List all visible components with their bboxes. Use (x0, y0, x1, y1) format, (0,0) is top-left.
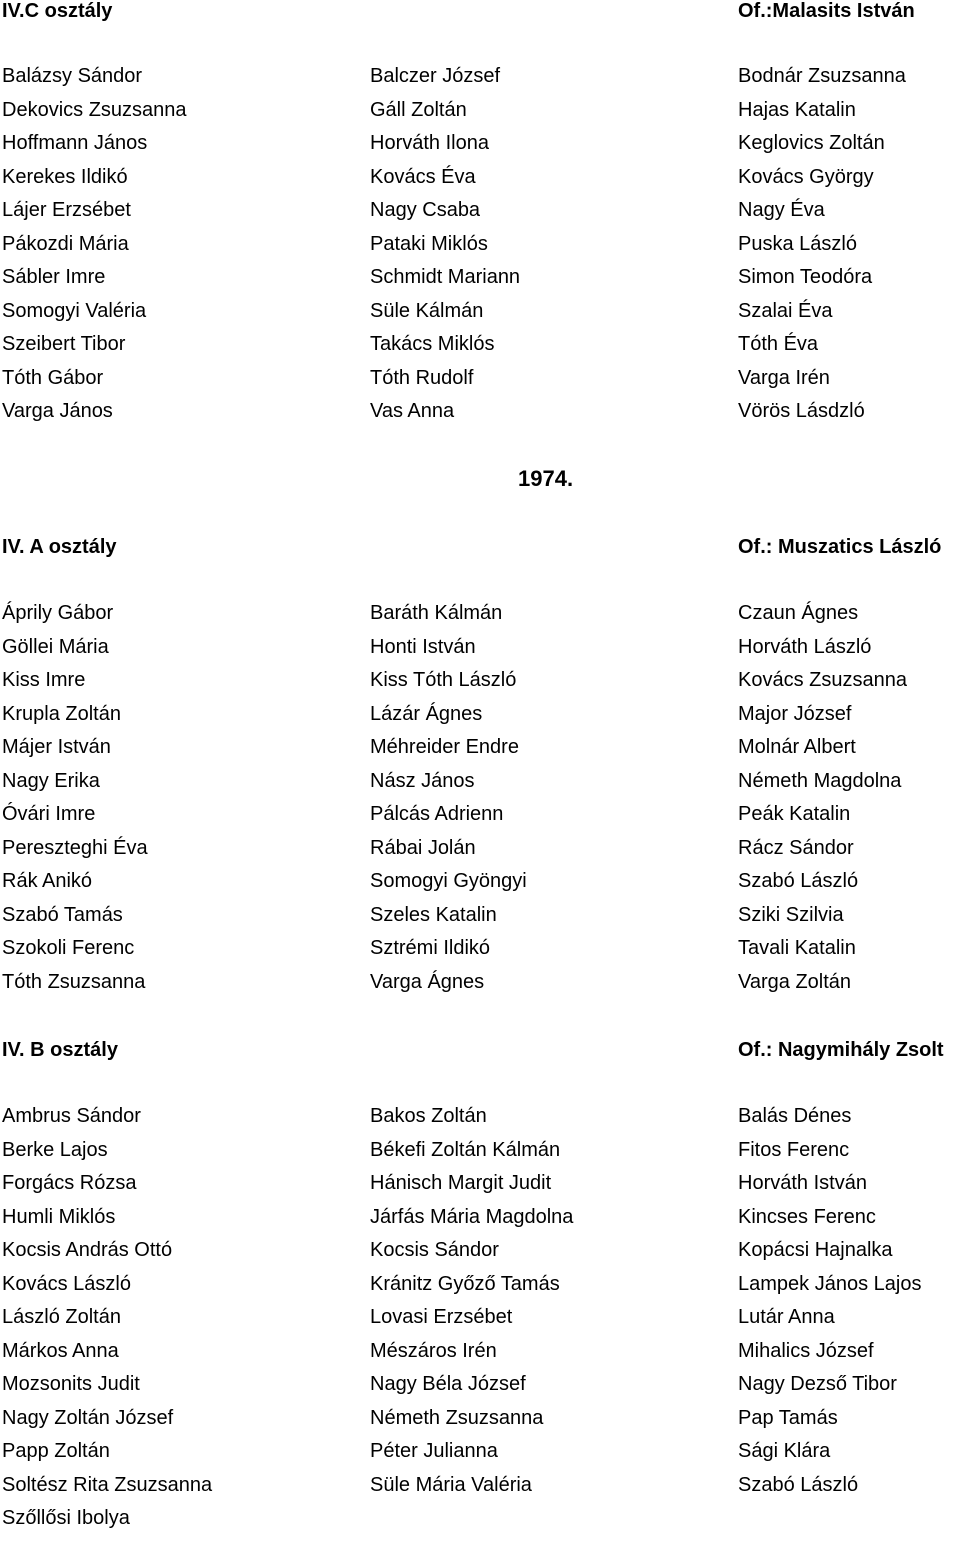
student-name: Berke Lajos (2, 1138, 108, 1161)
name-row (0, 333, 960, 367)
student-name: Varga Zoltán (738, 970, 852, 993)
student-name: Kopácsi Hajnalka (738, 1239, 893, 1261)
name-row (0, 937, 960, 971)
student-name: Honti István (370, 635, 476, 658)
student-name: Süle Mária Valéria (370, 1473, 532, 1496)
student-name: Nagy Dezső Tibor (738, 1373, 897, 1395)
student-name: Sziki Szilvia (738, 903, 844, 926)
name-row (0, 770, 960, 804)
student-name: Horváth Ilona (370, 132, 489, 154)
student-name: Süle Kálmán (370, 299, 484, 322)
student-name: Czaun Ágnes (738, 602, 859, 624)
student-name: Hánisch Margit Judit (370, 1172, 552, 1194)
student-name: Hajas Katalin (738, 98, 856, 121)
name-row (0, 1474, 960, 1508)
student-name: Vas Anna (370, 400, 455, 422)
student-name: László Zoltán (2, 1306, 121, 1328)
student-name: Kovács György (738, 165, 874, 188)
student-name: Kovács László (2, 1272, 131, 1295)
student-name: Forgács Rózsa (2, 1172, 137, 1194)
student-name: Szeibert Tibor (2, 333, 126, 355)
name-row (0, 971, 960, 1005)
student-name: Simon Teodóra (738, 266, 873, 288)
student-name: Pálcás Adrienn (370, 803, 504, 825)
student-name: Gáll Zoltán (370, 98, 467, 121)
student-name: Békefi Zoltán Kálmán (370, 1138, 561, 1161)
student-name: Fitos Ferenc (738, 1138, 850, 1161)
student-name: Szabó László (738, 870, 859, 892)
name-row (0, 1105, 960, 1139)
student-name: Sábler Imre (2, 266, 106, 288)
class-section-ivc (0, 0, 960, 422)
student-name: Májer István (2, 736, 111, 758)
student-name: Nagy Csaba (370, 199, 481, 221)
student-name: Pataki Miklós (370, 232, 488, 255)
name-row (0, 1306, 960, 1340)
name-row (0, 367, 960, 401)
name-row (0, 233, 960, 267)
student-name: Humli Miklós (2, 1205, 116, 1228)
class-name: IV. A osztály (2, 536, 117, 558)
student-name: Balczer József (370, 65, 501, 87)
student-name: Varga Ágnes (370, 970, 485, 993)
student-name: Nász János (370, 769, 475, 792)
student-name: Horváth István (738, 1172, 867, 1194)
student-name: Tóth Gábor (2, 366, 104, 389)
student-name: Péter Julianna (370, 1440, 498, 1462)
name-row (0, 266, 960, 300)
student-name: Vörös Lásdzló (738, 400, 865, 422)
student-name: Nagy Erika (2, 769, 100, 792)
name-row (0, 736, 960, 770)
student-name: Mozsonits Judit (2, 1373, 140, 1395)
class-section-iva (0, 536, 960, 993)
name-row (0, 803, 960, 837)
student-name: Németh Magdolna (738, 769, 902, 792)
student-name: Kincses Ferenc (738, 1205, 876, 1228)
student-name: Krupla Zoltán (2, 702, 121, 725)
student-name: Somogyi Gyöngyi (370, 870, 527, 892)
student-name: Kiss Tóth László (370, 669, 517, 691)
name-row (0, 669, 960, 703)
student-name: Balázsy Sándor (2, 65, 143, 87)
name-row (0, 1340, 960, 1374)
student-name: Kerekes Ildikó (2, 165, 128, 188)
name-row (0, 1407, 960, 1441)
name-row (0, 1206, 960, 1240)
student-name: Bodnár Zsuzsanna (738, 65, 906, 87)
student-name: Lájer Erzsébet (2, 199, 131, 221)
name-row (0, 400, 960, 434)
student-name: Szabó Tamás (2, 903, 123, 926)
student-name: Méhreider Endre (370, 736, 519, 758)
name-row (0, 199, 960, 233)
student-name: Ambrus Sándor (2, 1105, 141, 1127)
student-name: Göllei Mária (2, 635, 109, 658)
student-name: Szokoli Ferenc (2, 937, 135, 959)
name-row (0, 65, 960, 99)
class-teacher: Of.:Malasits István (738, 0, 915, 22)
student-name: Lázár Ágnes (370, 702, 483, 725)
student-name: Szeles Katalin (370, 903, 497, 926)
name-row (0, 636, 960, 670)
student-name: Sztrémi Ildikó (370, 937, 491, 959)
name-row (0, 300, 960, 334)
student-name: Molnár Albert (738, 736, 856, 758)
student-name: Szalai Éva (738, 299, 833, 322)
name-row (0, 1139, 960, 1173)
student-name: Kovács Zsuzsanna (738, 669, 907, 691)
section-header (0, 536, 960, 560)
student-name: Márkos Anna (2, 1339, 119, 1362)
student-name: Keglovics Zoltán (738, 132, 885, 154)
student-name: Soltész Rita Zsuzsanna (2, 1473, 213, 1496)
student-name: Dekovics Zsuzsanna (2, 98, 187, 121)
student-name: Schmidt Mariann (370, 266, 521, 288)
section-header (0, 0, 960, 24)
class-name: IV. B osztály (2, 1039, 118, 1061)
student-name: Szabó László (738, 1473, 859, 1496)
student-name: Kiss Imre (2, 669, 86, 691)
student-name: Horváth László (738, 635, 872, 658)
name-row (0, 166, 960, 200)
student-name: Rák Anikó (2, 870, 93, 892)
name-row (0, 1273, 960, 1307)
student-name: Major József (738, 702, 852, 725)
student-name: Tóth Zsuzsanna (2, 970, 146, 993)
student-name: Rácz Sándor (738, 836, 854, 859)
student-name: Nagy Zoltán József (2, 1406, 174, 1429)
student-name: Sági Klára (738, 1440, 831, 1462)
student-name: Járfás Mária Magdolna (370, 1205, 574, 1228)
class-teacher: Of.: Nagymihály Zsolt (738, 1039, 944, 1061)
student-name: Kocsis Sándor (370, 1239, 499, 1261)
student-name: Balás Dénes (738, 1105, 852, 1127)
student-name: Varga Irén (738, 366, 830, 389)
student-name: Szőllősi Ibolya (2, 1507, 130, 1529)
section-header (0, 1039, 960, 1063)
student-name: Peák Katalin (738, 803, 851, 825)
name-row (0, 870, 960, 904)
name-row (0, 904, 960, 938)
student-name: Pereszteghi Éva (2, 836, 148, 859)
student-name: Lutár Anna (738, 1306, 835, 1328)
name-row (0, 602, 960, 636)
student-name: Tóth Éva (738, 333, 819, 355)
student-name: Mészáros Irén (370, 1339, 497, 1362)
student-name: Mihalics József (738, 1339, 874, 1362)
name-row (0, 837, 960, 871)
name-row (0, 1440, 960, 1474)
name-row (0, 99, 960, 133)
student-name: Nagy Béla József (370, 1373, 526, 1395)
student-name: Tavali Katalin (738, 937, 856, 959)
name-list (0, 1105, 960, 1541)
student-name: Nagy Éva (738, 199, 825, 221)
student-name: Bakos Zoltán (370, 1105, 487, 1127)
name-row (0, 1373, 960, 1407)
student-name: Somogyi Valéria (2, 299, 147, 322)
student-name: Áprily Gábor (2, 602, 114, 624)
student-name: Németh Zsuzsanna (370, 1406, 544, 1429)
name-row (0, 1507, 960, 1541)
student-name: Óvári Imre (2, 803, 96, 825)
class-name: IV.C osztály (2, 0, 113, 22)
student-name: Puska László (738, 232, 857, 255)
student-name: Lovasi Erzsébet (370, 1306, 513, 1328)
class-teacher: Of.: Muszatics László (738, 536, 942, 558)
student-name: Kocsis András Ottó (2, 1239, 173, 1261)
year-heading: 1974. (518, 466, 574, 491)
student-name: Hoffmann János (2, 132, 148, 154)
student-name: Tóth Rudolf (370, 366, 474, 389)
student-name: Pákozdi Mária (2, 232, 129, 255)
student-name: Kovács Éva (370, 165, 476, 188)
name-row (0, 1239, 960, 1273)
name-list (0, 602, 960, 1004)
name-row (0, 132, 960, 166)
student-name: Kránitz Győző Tamás (370, 1272, 560, 1295)
name-row (0, 703, 960, 737)
name-list (0, 65, 960, 434)
student-name: Papp Zoltán (2, 1440, 110, 1462)
student-name: Takács Miklós (370, 333, 495, 355)
student-name: Baráth Kálmán (370, 602, 503, 624)
student-name: Rábai Jolán (370, 836, 476, 859)
student-name: Pap Tamás (738, 1406, 838, 1429)
student-name: Lampek János Lajos (738, 1272, 922, 1295)
name-row (0, 1172, 960, 1206)
class-section-ivb (0, 1039, 960, 1529)
student-name: Varga János (2, 400, 113, 422)
